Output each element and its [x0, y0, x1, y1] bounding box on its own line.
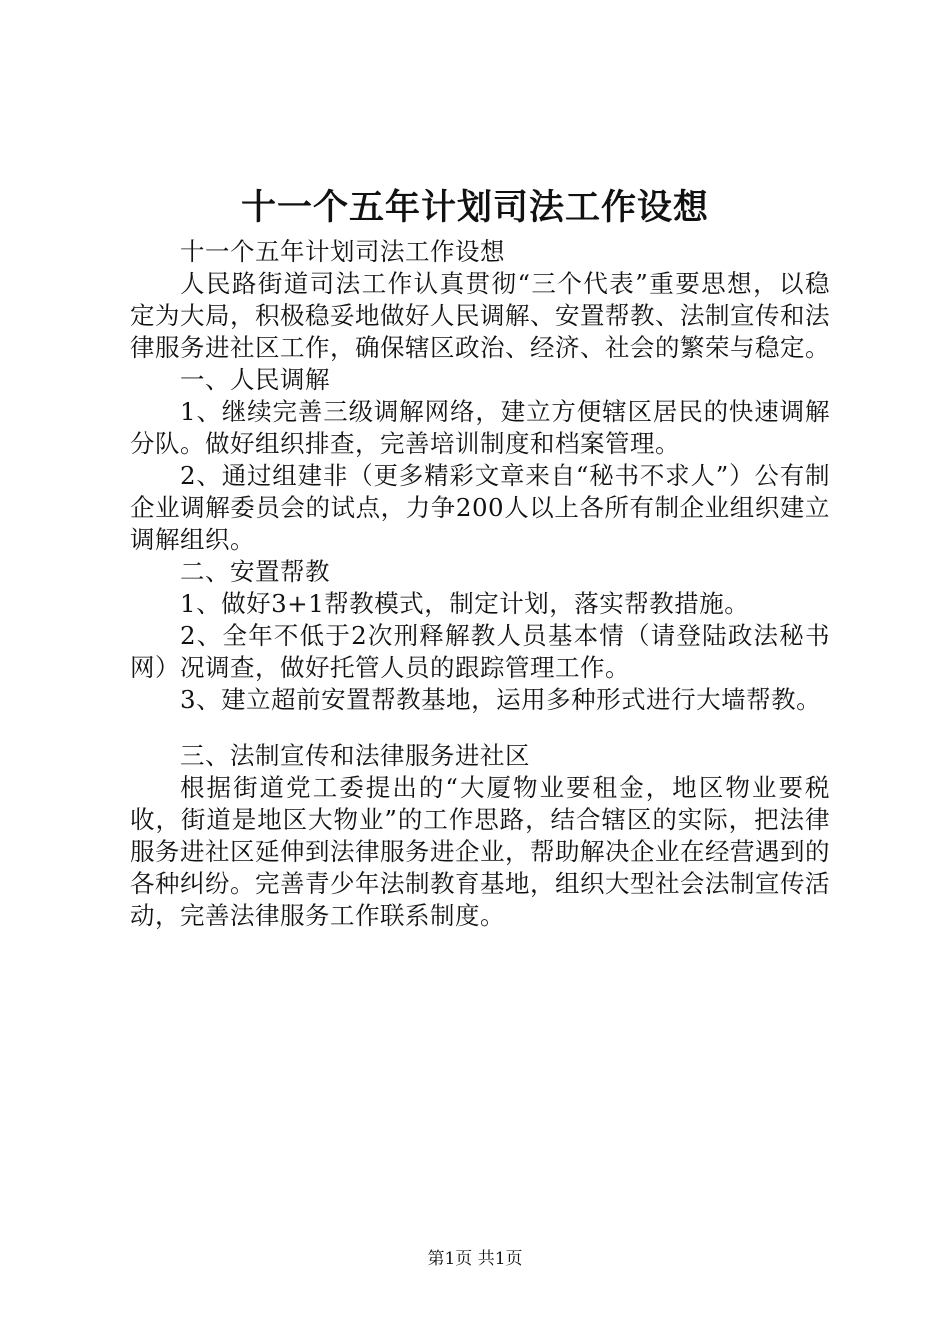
resettlement-item-3: 3、建立超前安置帮教基地，运用多种形式进行大墙帮教。: [180, 685, 822, 714]
resettlement-item-1: 1、做好3+1帮教模式，制定计划，落实帮教措施。: [180, 589, 750, 618]
page-footer: 第1页 共1页: [427, 1249, 523, 1269]
intro-paragraph: 人民路街道司法工作认真贯彻“三个代表”重要思想，以稳定为大局，积极稳妥地做好人民调解、安置帮教、法制宣传和法律服务进社区工作，确保辖区政治、经济、社会的繁荣与稳定。: [130, 269, 830, 362]
section-heading-resettlement: 二、安置帮教: [180, 557, 330, 586]
resettlement-item-2: 2、全年不低于2次刑释解教人员基本情（请登陆政法秘书网）况调查，做好托管人员的跟踪管理工作。: [130, 621, 830, 682]
mediation-item-2: 2、通过组建非（更多精彩文章来自“秘书不求人”）公有制企业调解委员会的试点，力争200人以上各所有制企业组织建立调解组织。: [130, 461, 830, 554]
subtitle-paragraph: 十一个五年计划司法工作设想: [180, 237, 505, 266]
legal-services-paragraph: 根据街道党工委提出的“大厦物业要租金，地区物业要税收，街道是地区大物业”的工作思路，结合辖区的实际，把法律服务进社区延伸到法律服务进企业，帮助解决企业在经营遇到的各种纠纷。完善青少年法制教育基地，组织大型社会法制宣传活动，完善法律服务工作联系制度。: [130, 773, 830, 930]
section-heading-mediation: 一、人民调解: [180, 365, 330, 394]
section-heading-legal-services: 三、法制宣传和法律服务进社区: [180, 741, 530, 770]
mediation-item-1: 1、继续完善三级调解网络，建立方便辖区居民的快速调解分队。做好组织排查，完善培训制度和档案管理。: [130, 397, 830, 458]
document-title: 十一个五年计划司法工作设想: [240, 188, 709, 228]
document-body: [130, 236, 830, 932]
